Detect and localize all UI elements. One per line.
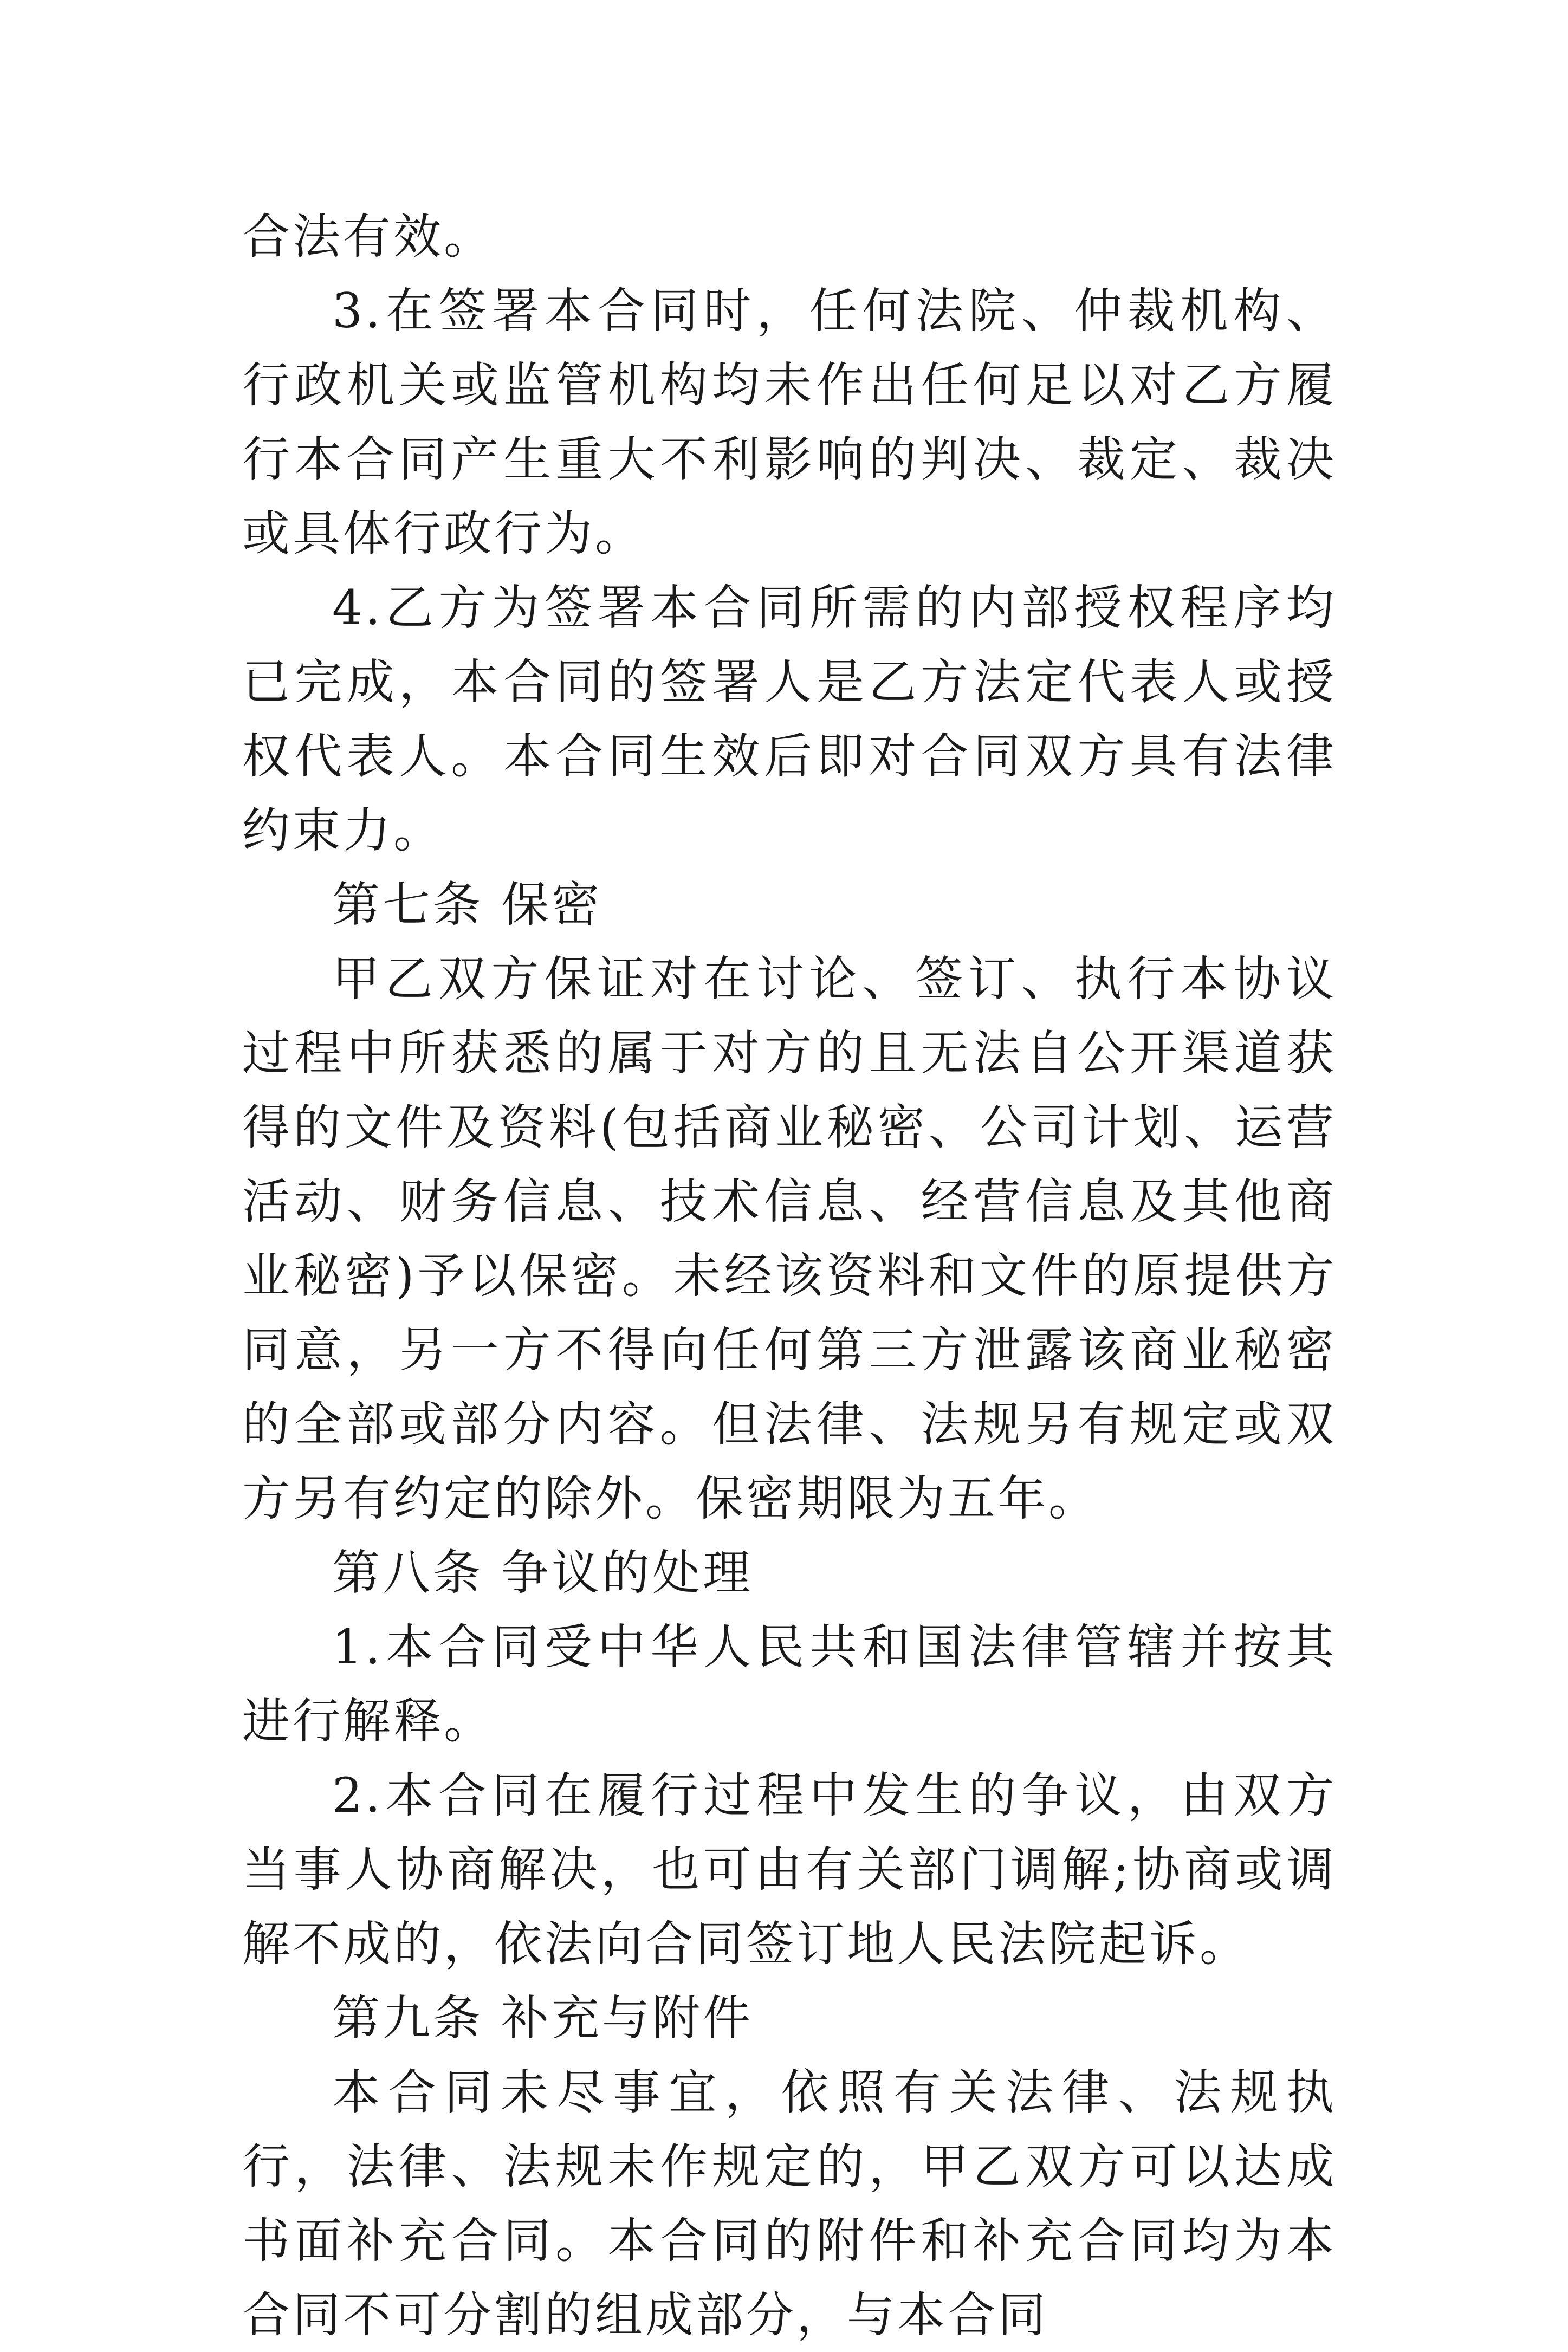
document-body — [242, 199, 1337, 2352]
article-9-heading: 第九条 补充与附件 — [332, 1990, 753, 2046]
article-8-heading: 第八条 争议的处理 — [332, 1545, 753, 1601]
paragraph-clause-4: 4.乙方为签署本合同所需的内部授权程序均已完成，本合同的签署人是乙方法定代表人或授权代表人。本合同生效后即对合同双方具有法律约束力。 — [242, 580, 1337, 858]
paragraph-dispute-2: 2.本合同在履行过程中发生的争议，由双方当事人协商解决，也可由有关部门调解;协商或调解不成的，依法向合同签订地人民法院起诉。 — [242, 1767, 1337, 1972]
paragraph-supplement: 本合同未尽事宜，依照有关法律、法规执行，法律、法规未作规定的，甲乙双方可以达成书面补充合同。本合同的附件和补充合同均为本合同不可分割的组成部分，与本合同 — [242, 2064, 1337, 2343]
paragraph-clause-3: 3.在签署本合同时，任何法院、仲裁机构、行政机关或监管机构均未作出任何足以对乙方履行本合同产生重大不利影响的判决、裁定、裁决或具体行政行为。 — [242, 283, 1337, 561]
paragraph-dispute-1: 1.本合同受中华人民共和国法律管辖并按其进行解释。 — [242, 1619, 1337, 1749]
paragraph-continuation: 合法有效。 — [242, 209, 495, 264]
paragraph-confidentiality: 甲乙双方保证对在讨论、签订、执行本协议过程中所获悉的属于对方的且无法自公开渠道获得的文件及资料(包括商业秘密、公司计划、运营活动、财务信息、技术信息、经营信息及其他商业秘密)予以保密。未经该资料和文件的原提供方同意，另一方不得向任何第三方泄露该商业秘密的全部或部分内容。但法律、法规另有规定或双方另有约定的除外。保密期限为五年。 — [242, 951, 1337, 1526]
article-7-heading: 第七条 保密 — [332, 877, 602, 932]
